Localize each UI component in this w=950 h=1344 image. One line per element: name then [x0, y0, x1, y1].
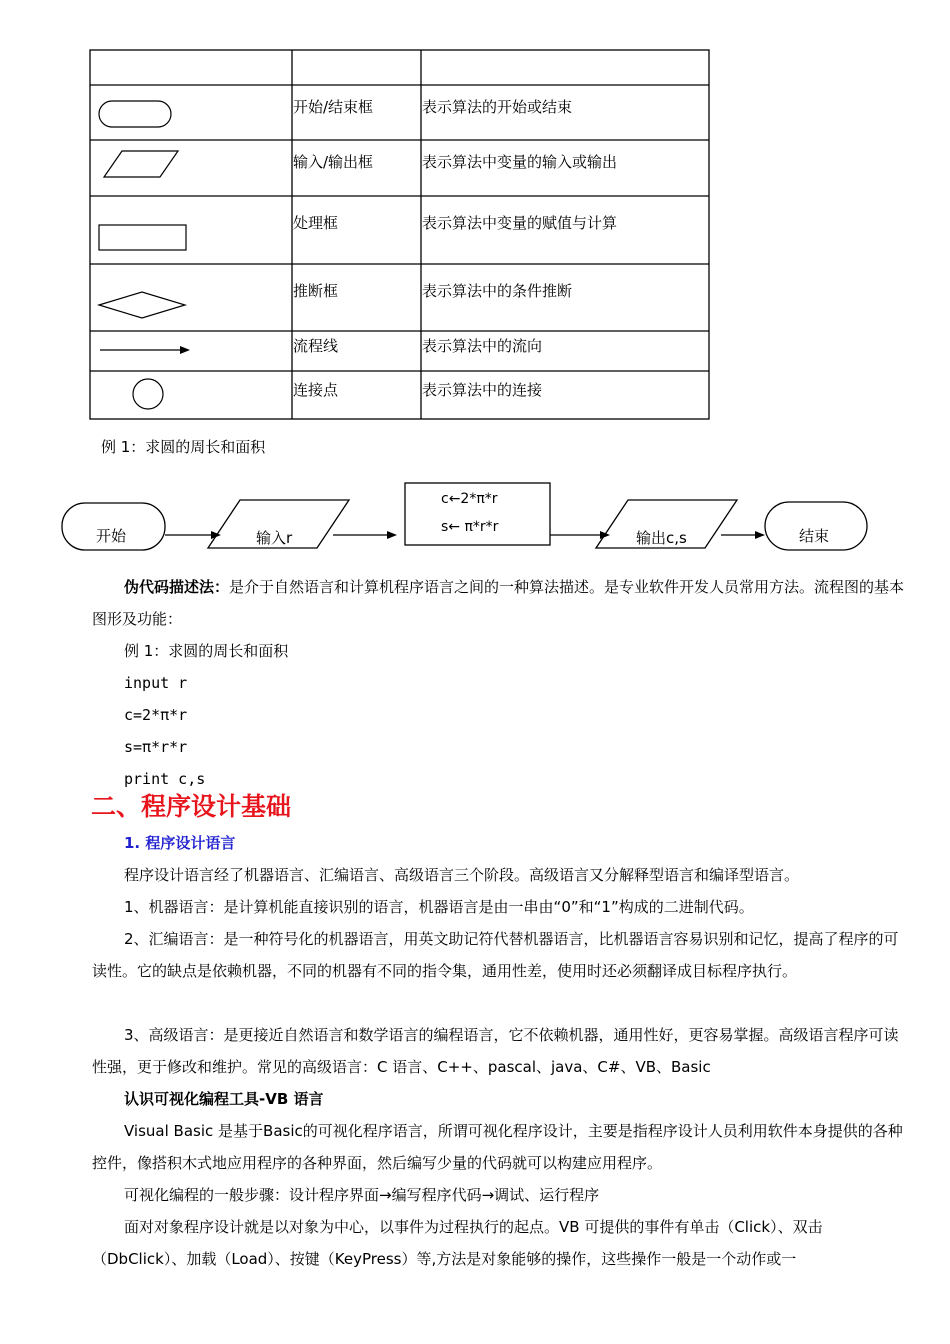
flow-arrow-1: [211, 531, 221, 539]
code-line-2: c=2*π*r: [124, 706, 188, 724]
paragraph-machine-language: 1、机器语言：是计算机能直接识别的语言，机器语言是由一串由“0”和“1”构成的二进制代码。: [124, 898, 754, 916]
row-name-2: 输入/输出框: [293, 153, 374, 171]
circle-icon: [133, 379, 163, 409]
row-desc-4: 表示算法中的条件推断: [422, 282, 573, 300]
pseudo-paragraph: [92, 571, 910, 635]
section-heading: 二、程序设计基础: [91, 792, 292, 821]
terminal-oval-icon: [99, 101, 171, 127]
row-name-6: 连接点: [293, 381, 339, 399]
flow-process-line1: c←2*π*r: [441, 491, 498, 507]
row-desc-2: 表示算法中变量的输入或输出: [422, 153, 618, 171]
row-desc-6: 表示算法中的连接: [422, 381, 543, 399]
row-name-5: 流程线: [293, 337, 339, 355]
flow-arrow-3: [600, 531, 610, 539]
arrow-icon: [100, 346, 190, 354]
row-name-1: 开始/结束框: [293, 98, 374, 116]
vb-heading: 认识可视化编程工具-VB 语言: [124, 1090, 324, 1108]
paragraph-high-level-language: 3、高级语言：是更接近自然语言和数学语言的编程语言，它不依赖机器，通用性好，更容易掌握。高级语言程序可读性强，更于修改和维护。常见的高级语言：C 语言、C++、pascal、java、C#、VB、Basic: [92, 1026, 899, 1076]
parallelogram-icon: [104, 151, 178, 177]
code-line-4: print c,s: [124, 770, 206, 788]
pseudo-label: 伪代码描述法：: [124, 578, 230, 596]
paragraph-oop: 面对对象程序设计就是以对象为中心，以事件为过程执行的起点。VB 可提供的事件有单击（Click）、双击（DbClick）、加载（Load）、按键（KeyPress）等,方法是对象能够的操作，这些操作一般是一个动作或一: [92, 1218, 823, 1268]
paragraph-visual-steps: 可视化编程的一般步骤：设计程序界面→编写程序代码→调试、运行程序: [124, 1186, 600, 1204]
row-desc-5: 表示算法中的流向: [422, 337, 543, 355]
pseudo-text: 是介于自然语言和计算机程序语言之间的一种算法描述。是专业软件开发人员常用方法。流程图的基本图形及功能：: [92, 578, 905, 628]
paragraph-intro: 程序设计语言经了机器语言、汇编语言、高级语言三个阶段。高级语言又分解释型语言和编译型语言。: [124, 866, 800, 884]
flow-start-label: 开始: [96, 527, 127, 545]
flow-end-label: 结束: [799, 527, 830, 545]
rectangle-icon: [99, 225, 186, 250]
code-line-1: input r: [124, 674, 188, 692]
flow-process-line2: s← π*r*r: [441, 519, 499, 535]
subsection-heading: 1. 程序设计语言: [124, 834, 236, 852]
row-name-4: 推断框: [293, 282, 339, 300]
flow-arrow-2: [387, 531, 397, 539]
row-desc-1: 表示算法的开始或结束: [422, 98, 573, 116]
diamond-icon: [99, 292, 185, 318]
paragraph-visual-basic: Visual Basic 是基于Basic的可视化程序语言，所谓可视化程序设计，主要是指程序设计人员利用软件本身提供的各种控件，像搭积木式地应用程序的各种界面，然后编写少量的代码就可以构建应用程序。: [92, 1122, 903, 1172]
row-desc-3: 表示算法中变量的赋值与计算: [422, 214, 618, 232]
paragraph-assembly-language: 2、汇编语言：是一种符号化的机器语言，用英文助记符代替机器语言，比机器语言容易识别和记忆，提高了程序的可读性。它的缺点是依赖机器，不同的机器有不同的指令集，通用性差，使用时还必须翻译成目标程序执行。: [92, 930, 899, 980]
code-line-3: s=π*r*r: [124, 738, 188, 756]
example-title: 例 1：求圆的周长和面积: [101, 438, 266, 456]
flowchart: [0, 470, 950, 560]
row-name-3: 处理框: [293, 214, 339, 232]
flow-output-label: 输出c,s: [636, 529, 687, 547]
flow-input-label: 输入r: [256, 529, 293, 547]
example2-title: 例 1：求圆的周长和面积: [124, 642, 289, 660]
flow-arrow-4: [755, 531, 765, 539]
